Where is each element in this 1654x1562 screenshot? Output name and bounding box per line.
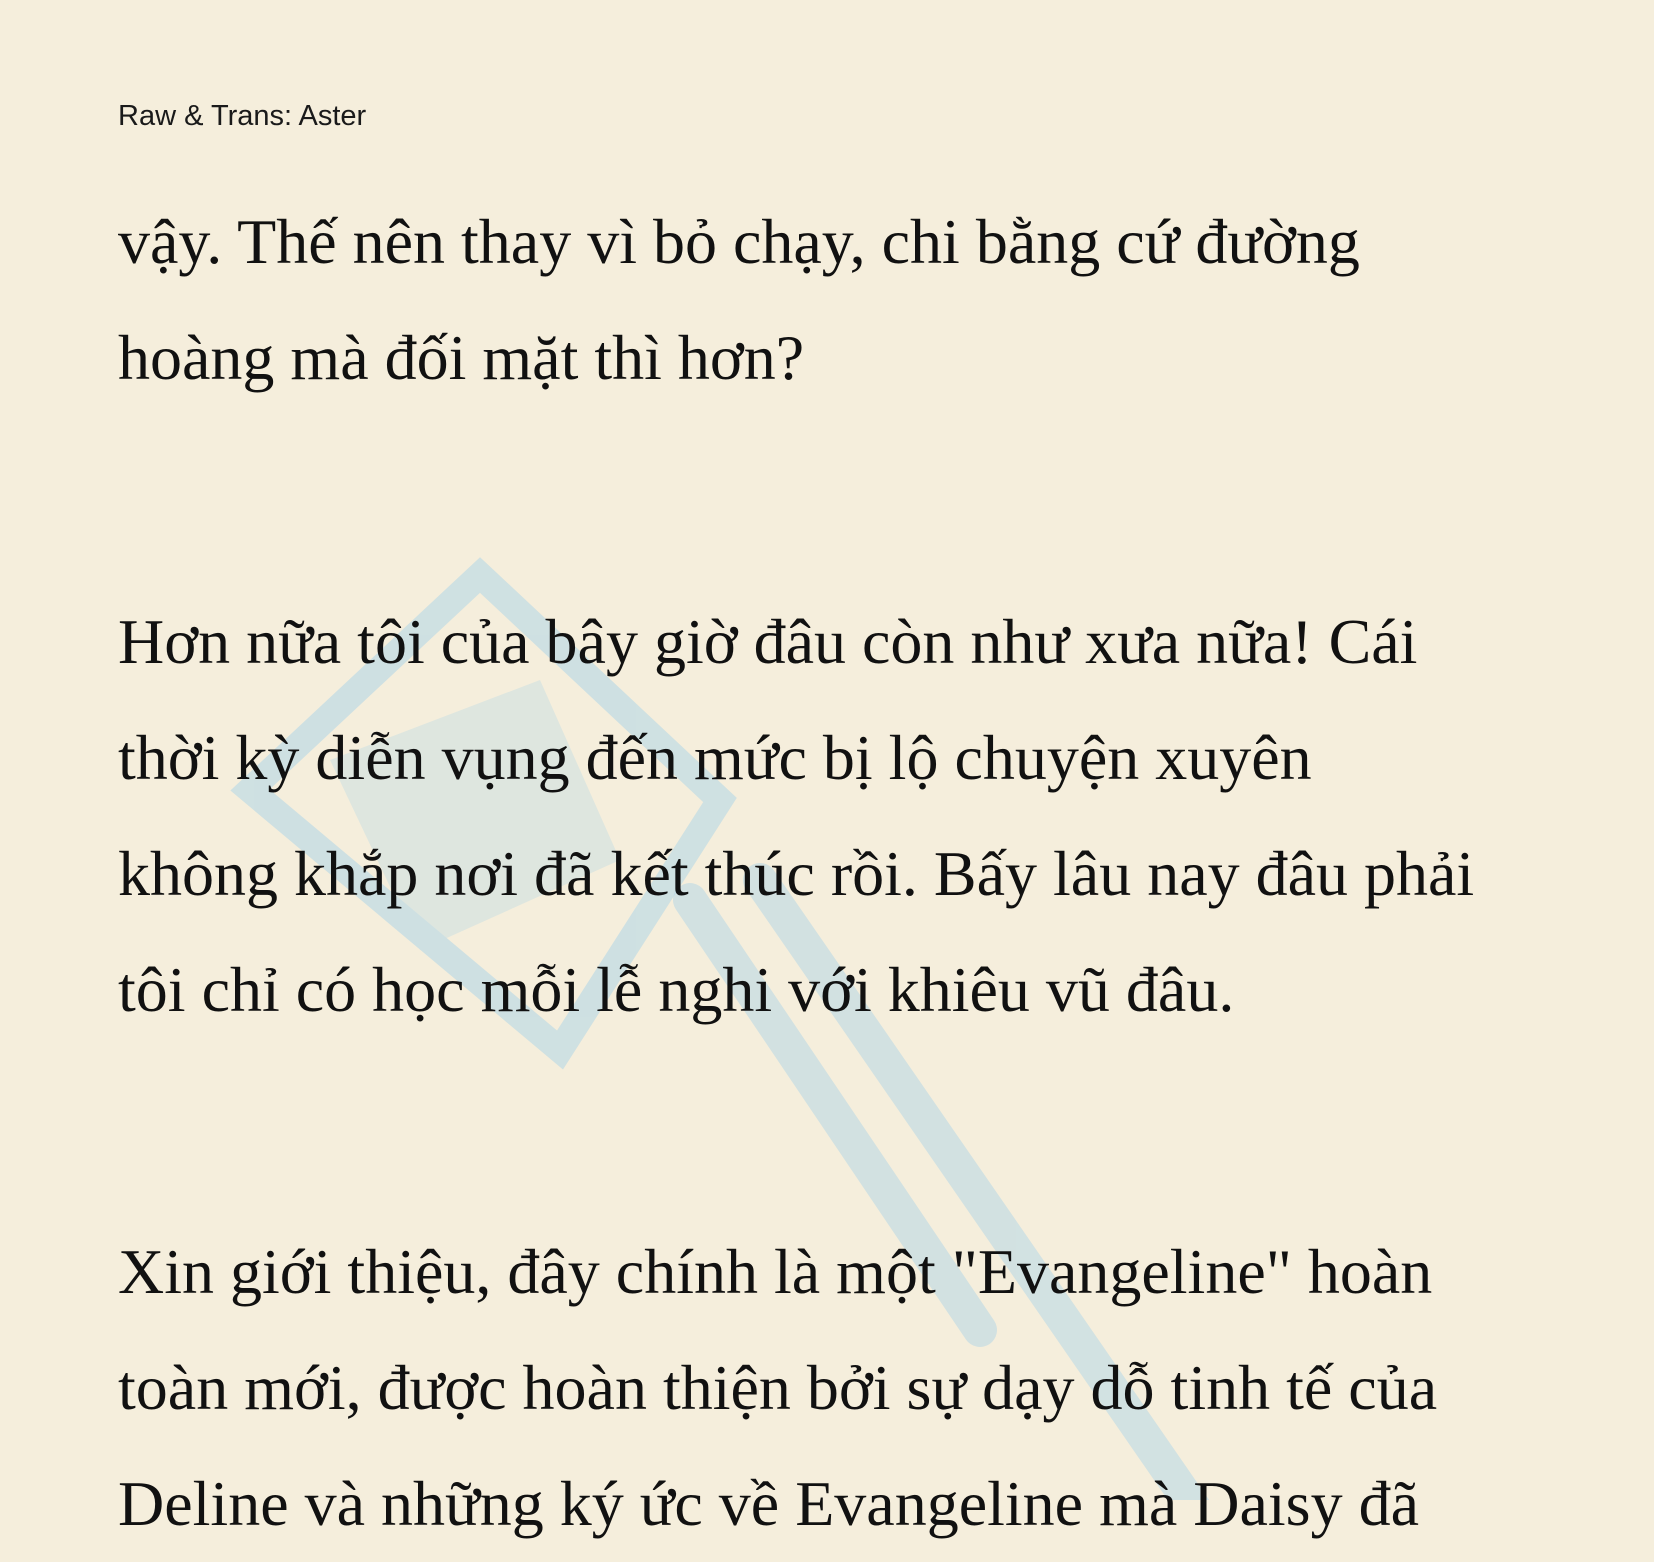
paragraph [118, 584, 1654, 1048]
paragraph [118, 184, 1654, 416]
text-line: Hơn nữa tôi của bây giờ đâu còn như xưa nữa! Cái [118, 606, 1418, 677]
text-line: thời kỳ diễn vụng đến mức bị lộ chuyện xuyên [118, 722, 1312, 793]
text-line: không khắp nơi đã kết thúc rồi. Bấy lâu nay đâu phải [118, 838, 1475, 909]
text-line: tôi chỉ có học mỗi lễ nghi với khiêu vũ đâu. [118, 954, 1235, 1025]
text-line: toàn mới, được hoàn thiện bởi sự dạy dỗ tinh tế của [118, 1352, 1438, 1423]
text-line: Xin giới thiệu, đây chính là một "Evangeline" hoàn [118, 1236, 1433, 1307]
text-line: hoàng mà đối mặt thì hơn? [118, 322, 805, 393]
paragraph [118, 1214, 1654, 1562]
text-line: vậy. Thế nên thay vì bỏ chạy, chi bằng cứ đường [118, 206, 1360, 277]
text-line: Deline và những ký ức về Evangeline mà Daisy đã [118, 1468, 1419, 1539]
translator-credit: Raw & Trans: Aster [118, 100, 367, 132]
